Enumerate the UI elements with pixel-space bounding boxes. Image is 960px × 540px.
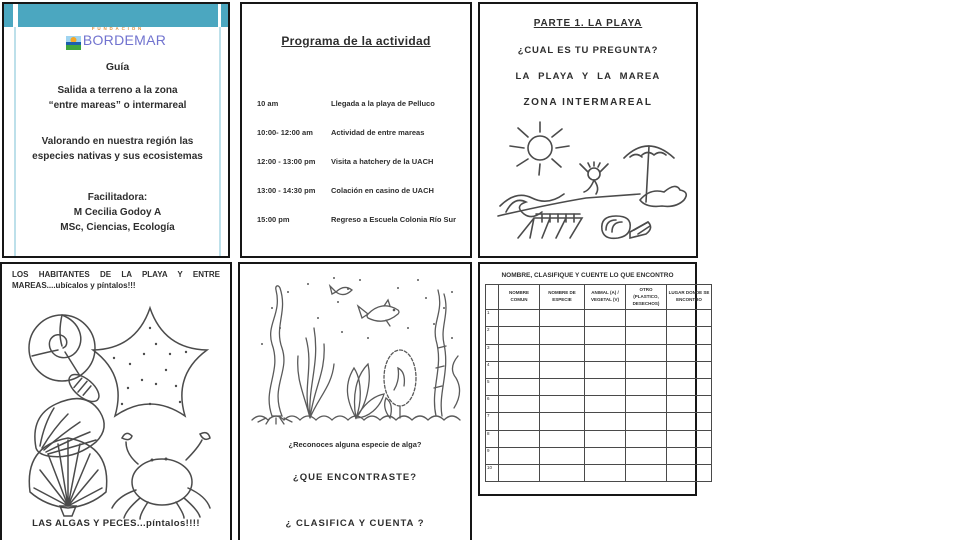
part1-title: PARTE 1. LA PLAYA — [533, 18, 643, 29]
empty-cell — [585, 413, 626, 430]
empty-cell — [626, 447, 667, 464]
facilitator-label: Facilitadora: — [87, 192, 148, 203]
empty-cell — [626, 413, 667, 430]
empty-cell — [499, 396, 540, 413]
results-table-body — [486, 310, 712, 482]
schedule-time: 12:00 - 13:00 pm — [257, 157, 316, 166]
brand-small-text: FUNDACION — [91, 26, 145, 31]
algae-scene-drawing — [248, 268, 464, 430]
empty-cell — [585, 344, 626, 361]
page-habitants — [0, 262, 232, 540]
bordemar-logo — [4, 26, 228, 50]
empty-cell — [585, 396, 626, 413]
table-row — [486, 344, 712, 361]
empty-cell — [585, 361, 626, 378]
column-header: NOMBRE COMUN — [499, 285, 540, 310]
table-row — [486, 464, 712, 481]
cover-header-bar — [4, 4, 228, 27]
row-number: 6 — [486, 396, 499, 413]
program-schedule — [257, 99, 466, 244]
empty-cell — [667, 327, 712, 344]
habitants-footer: LAS ALGAS Y PECES...píntalos!!!! — [32, 518, 200, 529]
empty-cell — [540, 413, 585, 430]
row-number: 5 — [486, 379, 499, 396]
schedule-activity: Actividad de entre mareas — [331, 128, 425, 137]
empty-cell — [540, 361, 585, 378]
empty-cell — [585, 310, 626, 327]
row-number: 3 — [486, 344, 499, 361]
table-row — [486, 430, 712, 447]
empty-cell — [540, 447, 585, 464]
results-table-head — [486, 285, 712, 310]
row-number: 9 — [486, 447, 499, 464]
brand-text-wrap — [82, 26, 167, 50]
schedule-activity: Regreso a Escuela Colonia Río Sur — [331, 215, 457, 224]
cover-motto-line1: Valorando en nuestra región las — [41, 136, 194, 147]
empty-cell — [540, 430, 585, 447]
empty-cell — [626, 464, 667, 481]
empty-cell — [585, 464, 626, 481]
page-algae — [238, 262, 472, 540]
empty-cell — [499, 344, 540, 361]
results-table-title: NOMBRE, CLASIFIQUE Y CUENTE LO QUE ENCONTRO — [501, 272, 674, 279]
schedule-time: 10:00- 12:00 am — [257, 128, 313, 137]
cover-motto — [18, 134, 217, 164]
empty-cell — [626, 327, 667, 344]
bordemar-logo-icon — [66, 36, 81, 50]
empty-cell — [667, 379, 712, 396]
cover-motto-line2: especies nativas y sus ecosistemas — [32, 151, 203, 162]
part1-question1: ¿CUAL ES TU PREGUNTA? — [517, 45, 659, 56]
row-number: 7 — [486, 413, 499, 430]
row-number: 8 — [486, 430, 499, 447]
facilitator-degree: MSc, Ciencias, Ecología — [60, 222, 175, 233]
empty-cell — [540, 379, 585, 396]
row-number: 1 — [486, 310, 499, 327]
empty-cell — [626, 310, 667, 327]
column-header: OTRO (PLASTICO, DESECHOS) — [626, 285, 667, 310]
empty-cell — [499, 413, 540, 430]
cover-left-rule — [14, 27, 16, 256]
empty-cell — [667, 396, 712, 413]
column-header: ANIMAL (A) / VEGETAL (V) — [585, 285, 626, 310]
habitants-heading-line2: MAREAS....ubícalos y píntalos!!! — [12, 281, 136, 290]
cover-header-notch-left — [13, 4, 18, 27]
cover-facilitator — [18, 190, 217, 235]
table-row — [486, 413, 712, 430]
empty-cell — [585, 430, 626, 447]
page-cover — [2, 2, 230, 258]
empty-cell — [585, 327, 626, 344]
brand-name: BORDEMAR — [82, 32, 167, 48]
empty-cell — [667, 430, 712, 447]
column-header: NOMBRE DE ESPECIE — [540, 285, 585, 310]
habitants-heading-line1: LOS HABITANTES DE LA PLAYA Y ENTRE — [12, 270, 220, 279]
table-row — [486, 379, 712, 396]
algae-question1: ¿Reconoces alguna especie de alga? — [288, 440, 422, 449]
empty-cell — [499, 310, 540, 327]
empty-cell — [626, 430, 667, 447]
row-number: 2 — [486, 327, 499, 344]
cover-title: Guía — [105, 61, 130, 73]
schedule-activity: Llegada a la playa de Pelluco — [331, 99, 435, 108]
sea-creatures-drawing — [10, 288, 222, 520]
schedule-activity: Colación en casino de UACH — [331, 186, 434, 195]
table-row — [486, 361, 712, 378]
part1-question3: ZONA INTERMAREAL — [523, 97, 653, 108]
schedule-activity: Visita a hatchery de la UACH — [331, 157, 434, 166]
empty-cell — [585, 447, 626, 464]
row-number: 4 — [486, 361, 499, 378]
table-row — [486, 310, 712, 327]
empty-cell — [499, 379, 540, 396]
empty-cell — [540, 327, 585, 344]
table-row — [486, 396, 712, 413]
schedule-row — [257, 128, 466, 137]
empty-cell — [667, 464, 712, 481]
column-header: LUGAR DONDE SE ENCONTRO — [667, 285, 712, 310]
part1-question2: LA PLAYA Y LA MAREA — [515, 71, 661, 82]
cover-subtitle-line1: Salida a terreno a la zona — [57, 85, 178, 96]
empty-cell — [626, 361, 667, 378]
empty-cell — [626, 379, 667, 396]
empty-cell — [540, 464, 585, 481]
schedule-time: 15:00 pm — [257, 215, 290, 224]
results-table-header-row — [486, 285, 712, 310]
empty-cell — [667, 310, 712, 327]
page-program — [240, 2, 472, 258]
page-part1 — [478, 2, 698, 258]
schedule-row — [257, 99, 466, 108]
page-results-table — [478, 262, 710, 496]
empty-cell — [626, 396, 667, 413]
schedule-row — [257, 157, 466, 166]
algae-question3: ¿ CLASIFICA Y CUENTA ? — [285, 518, 425, 529]
empty-cell — [667, 344, 712, 361]
empty-cell — [667, 361, 712, 378]
table-row — [486, 327, 712, 344]
schedule-row — [257, 186, 466, 195]
table-row — [486, 447, 712, 464]
schedule-row — [257, 215, 466, 224]
empty-cell — [499, 361, 540, 378]
cover-right-rule — [219, 27, 221, 256]
column-header — [486, 285, 499, 310]
empty-cell — [499, 327, 540, 344]
algae-question2: ¿QUE ENCONTRASTE? — [292, 472, 418, 483]
empty-cell — [626, 344, 667, 361]
cover-header-notch-right — [218, 4, 221, 27]
row-number: 10 — [486, 464, 499, 481]
empty-cell — [499, 464, 540, 481]
schedule-time: 13:00 - 14:30 pm — [257, 186, 316, 195]
empty-cell — [585, 379, 626, 396]
empty-cell — [540, 396, 585, 413]
cover-subtitle-line2: “entre mareas” o intermareal — [48, 100, 187, 111]
results-table — [485, 284, 712, 482]
empty-cell — [540, 310, 585, 327]
facilitator-name: M Cecilia Godoy A — [73, 207, 162, 218]
schedule-time: 10 am — [257, 99, 279, 108]
program-title: Programa de la actividad — [281, 34, 431, 48]
empty-cell — [667, 447, 712, 464]
empty-cell — [499, 447, 540, 464]
empty-cell — [499, 430, 540, 447]
empty-cell — [667, 413, 712, 430]
beach-scene-drawing — [490, 118, 690, 250]
empty-cell — [540, 344, 585, 361]
cover-subtitle — [18, 83, 217, 113]
